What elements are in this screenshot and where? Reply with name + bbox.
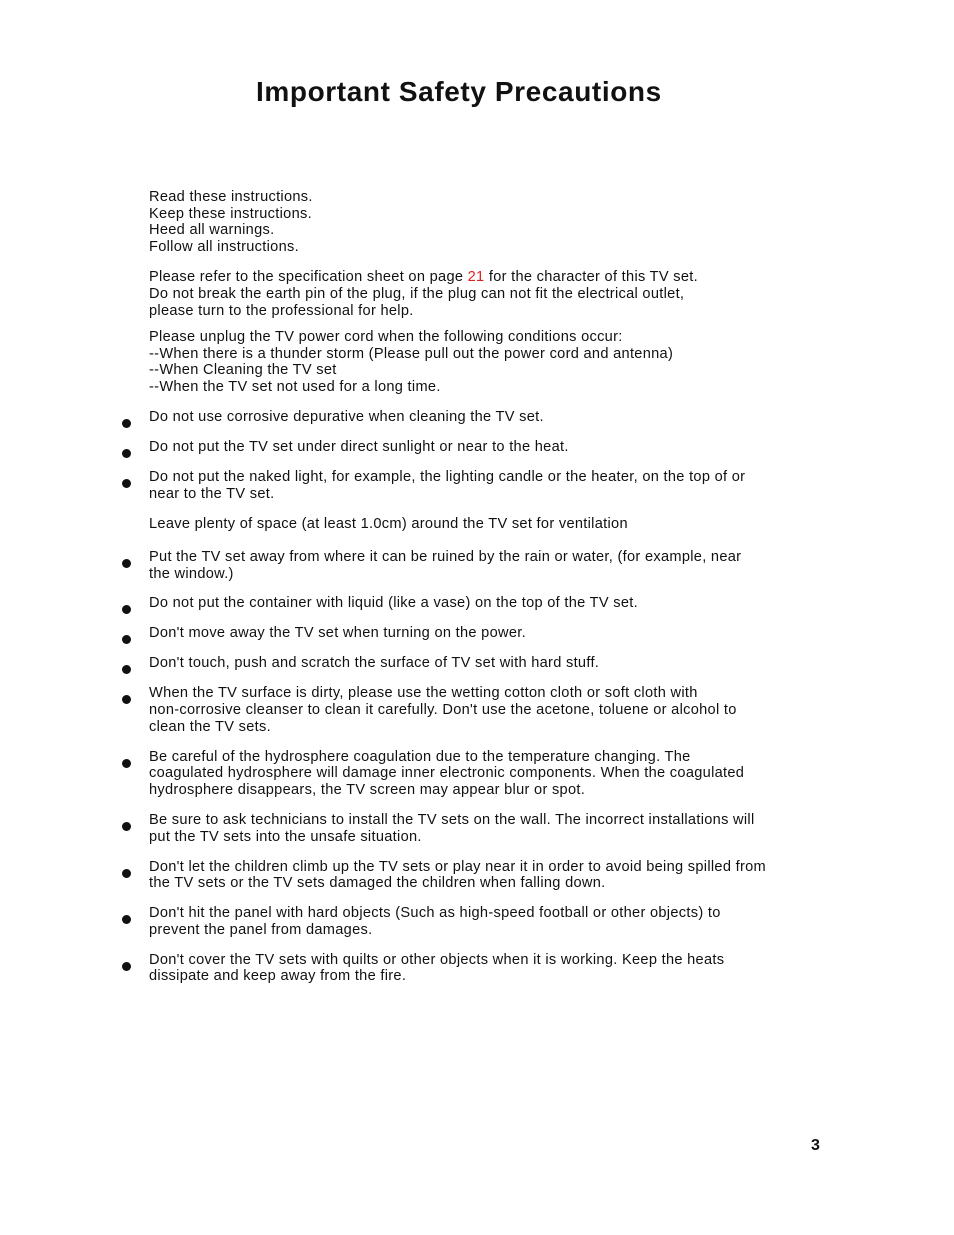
- item-line: near to the TV set.: [149, 486, 275, 502]
- bullet-icon: [122, 635, 131, 644]
- bullet-icon: [122, 869, 131, 878]
- item-line: Be sure to ask technicians to install the TV sets on the wall. The incorrect installations will: [149, 812, 755, 828]
- page-title: Important Safety Precautions: [256, 76, 662, 107]
- unplug-line: --When Cleaning the TV set: [149, 362, 337, 378]
- bullet-icon: [122, 449, 131, 458]
- intro-line: Keep these instructions.: [149, 206, 312, 222]
- item-line: Be careful of the hydrosphere coagulation due to the temperature changing. The: [149, 749, 691, 765]
- item-line: Do not use corrosive depurative when cleaning the TV set.: [149, 409, 544, 425]
- item-line: Don't let the children climb up the TV sets or play near it in order to avoid being spilled from: [149, 859, 766, 875]
- unplug-line: --When there is a thunder storm (Please pull out the power cord and antenna): [149, 346, 674, 362]
- item-line: Leave plenty of space (at least 1.0cm) around the TV set for ventilation: [149, 516, 628, 532]
- item-line: Don't touch, push and scratch the surface of TV set with hard stuff.: [149, 655, 600, 671]
- item-line: put the TV sets into the unsafe situation.: [149, 829, 422, 845]
- bullet-icon: [122, 665, 131, 674]
- spec-line: Do not break the earth pin of the plug, if the plug can not fit the electrical outlet,: [149, 286, 685, 302]
- item-line: the window.): [149, 566, 234, 582]
- bullet-icon: [122, 822, 131, 831]
- item-line: the TV sets or the TV sets damaged the children when falling down.: [149, 875, 606, 891]
- page-reference: 21: [467, 269, 485, 285]
- bullet-icon: [122, 962, 131, 971]
- bullet-icon: [122, 915, 131, 924]
- item-line: Don't hit the panel with hard objects (Such as high-speed football or other objects) to: [149, 905, 721, 921]
- item-line: Put the TV set away from where it can be ruined by the rain or water, (for example, near: [149, 549, 742, 565]
- bullet-icon: [122, 419, 131, 428]
- intro-line: Follow all instructions.: [149, 239, 299, 255]
- unplug-line: --When the TV set not used for a long time.: [149, 379, 441, 395]
- item-line: clean the TV sets.: [149, 719, 271, 735]
- spec-text: for the character of this TV set.: [484, 269, 699, 285]
- item-line: hydrosphere disappears, the TV screen may appear blur or spot.: [149, 782, 586, 798]
- item-line: Do not put the TV set under direct sunlight or near to the heat.: [149, 439, 569, 455]
- intro-line: Read these instructions.: [149, 189, 313, 205]
- page-number: 3: [811, 1137, 820, 1154]
- item-line: When the TV surface is dirty, please use the wetting cotton cloth or soft cloth with: [149, 685, 698, 701]
- item-line: Do not put the naked light, for example, the lighting candle or the heater, on the top of or: [149, 469, 746, 485]
- unplug-line: Please unplug the TV power cord when the following conditions occur:: [149, 329, 623, 345]
- bullet-icon: [122, 479, 131, 488]
- item-line: Don't move away the TV set when turning on the power.: [149, 625, 526, 641]
- intro-line: Heed all warnings.: [149, 222, 275, 238]
- item-line: coagulated hydrosphere will damage inner electronic components. When the coagulated: [149, 765, 745, 781]
- bullet-icon: [122, 605, 131, 614]
- item-line: prevent the panel from damages.: [149, 922, 373, 938]
- bullet-icon: [122, 759, 131, 768]
- bullet-icon: [122, 695, 131, 704]
- bullet-icon: [122, 559, 131, 568]
- item-line: Do not put the container with liquid (like a vase) on the top of the TV set.: [149, 595, 638, 611]
- item-line: Don't cover the TV sets with quilts or other objects when it is working. Keep the heats: [149, 952, 725, 968]
- item-line: dissipate and keep away from the fire.: [149, 968, 407, 984]
- item-line: non-corrosive cleanser to clean it carefully. Don't use the acetone, toluene or alcohol to: [149, 702, 737, 718]
- spec-line: [149, 269, 698, 286]
- spec-text: Please refer to the specification sheet on page: [149, 269, 468, 285]
- spec-line: please turn to the professional for help.: [149, 303, 414, 319]
